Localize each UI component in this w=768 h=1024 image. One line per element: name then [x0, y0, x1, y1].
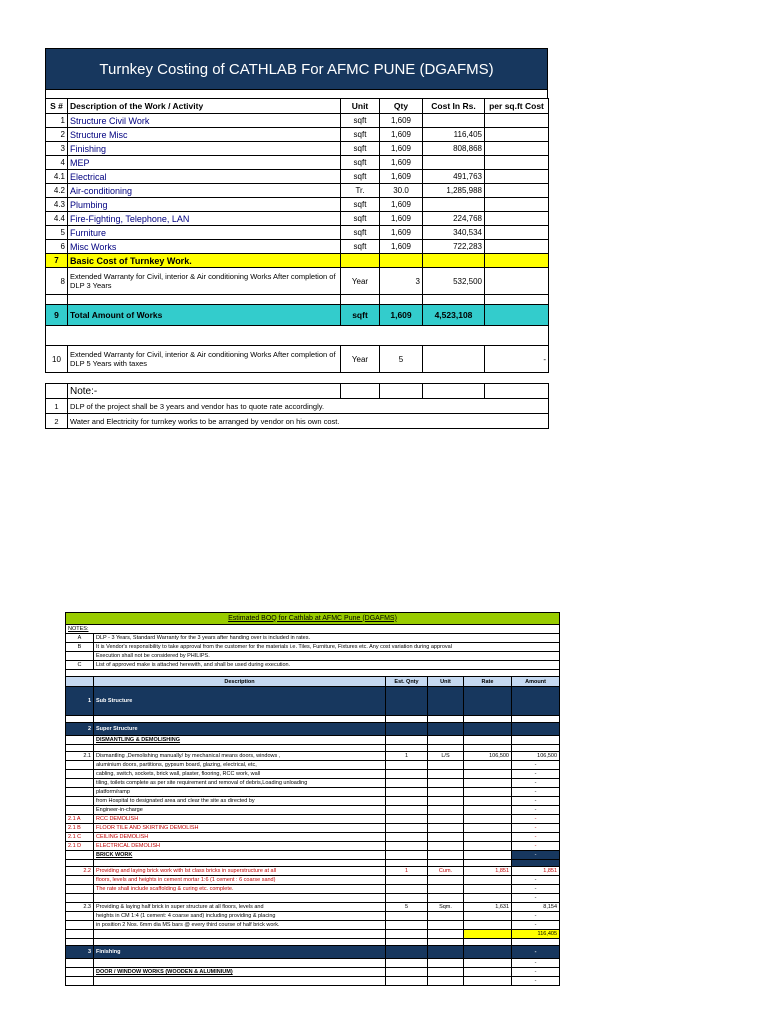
note-row: [46, 414, 549, 429]
row-unit: sqft: [341, 226, 380, 240]
row-description: Extended Warranty for Civil, interior & Air conditioning Works After completion of DLP 5 Years with taxes: [68, 346, 341, 373]
item-number: 2.1: [66, 752, 94, 761]
item-description-line: tiling, toilets complete as per site requirement and removal of debris,Loading unloading: [94, 779, 386, 788]
row-description: Finishing: [68, 142, 341, 156]
row-sn: 1: [46, 114, 68, 128]
row-sn: 4.1: [46, 170, 68, 184]
boq-item-line: [66, 752, 560, 761]
item-amount: 8,154: [512, 903, 560, 912]
row-unit: sqft: [341, 212, 380, 226]
item-description-line: from Hospital to designated area and clear the site as directed by: [94, 797, 386, 806]
item-description-line: Dismantling ,Demolishing manually/ by mechanical means doors, windows ,: [94, 752, 386, 761]
boq-subitem-row: [66, 842, 560, 851]
col-header-qty: Est. Qnty: [386, 677, 428, 687]
row-description: Basic Cost of Turnkey Work.: [68, 254, 341, 268]
row-qty: 1,609: [380, 142, 423, 156]
amount-dash: -: [512, 779, 560, 788]
row-unit: sqft: [341, 156, 380, 170]
row-sn: 7: [46, 254, 68, 268]
boq-item-line: [66, 876, 560, 885]
brickwork-heading: BRICK WORK: [94, 851, 386, 860]
item-description-line: cabling, switch, sockets, brick wall, plaster, flooring, RCC work, wall: [94, 770, 386, 779]
amount-dash: -: [512, 797, 560, 806]
boq-item-line: [66, 797, 560, 806]
col-header-qty: Qty: [380, 99, 423, 114]
item-description-line: Providing and laying brick work with Ist class bricks in superstructure at all: [94, 867, 386, 876]
row-unit: sqft: [341, 170, 380, 184]
amount-dash: -: [512, 788, 560, 797]
item-unit: Sqm.: [428, 903, 464, 912]
item-unit: Cum.: [428, 867, 464, 876]
row-unit: sqft: [341, 305, 380, 326]
note-text: Execution shall not be considered by PHILIPS.: [94, 652, 560, 661]
boq-subitem-row: [66, 833, 560, 842]
row-cost: 491,763: [423, 170, 485, 184]
note-text: List of approved make is attached herewith, and shall be used during execution.: [94, 661, 560, 670]
section-sub-structure: [66, 687, 560, 716]
empty-cell: [485, 268, 549, 295]
amount-dash: -: [512, 876, 560, 885]
boq-item-line: [66, 885, 560, 894]
row-cost: 532,500: [423, 268, 485, 295]
row-qty: 1,609: [380, 170, 423, 184]
costing-summary-sheet: [45, 48, 548, 429]
notes-heading-row: [46, 384, 549, 399]
row-qty: 1,609: [380, 305, 423, 326]
empty-cell: [380, 254, 423, 268]
col-header-cost: Cost In Rs.: [423, 99, 485, 114]
table-row: [46, 184, 549, 198]
row-sn: 4.4: [46, 212, 68, 226]
item-number: 2.3: [66, 903, 94, 912]
blank-row: [66, 939, 560, 946]
row-unit: sqft: [341, 142, 380, 156]
note-text: DLP of the project shall be 3 years and vendor has to quote rate accordingly.: [68, 399, 549, 414]
empty-cell: [341, 254, 380, 268]
notes-table: [45, 383, 549, 429]
warranty-5yr-row: [46, 346, 549, 373]
boq-item-line: [66, 903, 560, 912]
warranty-3yr-row: [46, 268, 549, 295]
blank-row: [46, 295, 549, 305]
table-row: [46, 212, 549, 226]
col-header-sn: S #: [46, 99, 68, 114]
subitem-text: ELECTRICAL DEMOLISH: [94, 842, 386, 851]
row-cost: [423, 156, 485, 170]
amount-dash: -: [512, 977, 560, 986]
boq-item-line: [66, 912, 560, 921]
subtotal-amount: 116,405: [512, 930, 560, 939]
row-description: Misc Works: [68, 240, 341, 254]
row-description: Furniture: [68, 226, 341, 240]
blank-row: [66, 745, 560, 752]
amount-dash: -: [512, 968, 560, 977]
section-label: Super Structure: [94, 723, 386, 736]
dismantling-heading-row: [66, 736, 560, 745]
amount-dash: -: [512, 806, 560, 815]
note-number: 1: [46, 399, 68, 414]
col-header-per-sqft: per sq.ft Cost: [485, 99, 549, 114]
item-description-line: platform/ramp: [94, 788, 386, 797]
row-sn: 4: [46, 156, 68, 170]
table-row: [46, 128, 549, 142]
table-row: [46, 198, 549, 212]
section-super-structure: [66, 723, 560, 736]
table-row: [46, 170, 549, 184]
item-description-line: Providing & laying half brick in super structure at all floors, levels and: [94, 903, 386, 912]
row-description: Total Amount of Works: [68, 305, 341, 326]
empty-cell: [485, 142, 549, 156]
row-cost: 116,405: [423, 128, 485, 142]
item-description-line: Engineer-in-charge: [94, 806, 386, 815]
item-description-line: aluminium doors, partitions, gypsum board, glazing, electrical, etc,: [94, 761, 386, 770]
blank-row: [66, 959, 560, 968]
notes-label: NOTES:: [66, 625, 560, 634]
row-cost: 722,283: [423, 240, 485, 254]
row-sn: 8: [46, 268, 68, 295]
row-sn: 3: [46, 142, 68, 156]
door-window-heading-row: [66, 968, 560, 977]
blank-row: [66, 977, 560, 986]
row-qty: 1,609: [380, 240, 423, 254]
col-header-rate: Rate: [464, 677, 512, 687]
empty-cell: [485, 156, 549, 170]
boq-item-line: [66, 761, 560, 770]
empty-cell: [485, 198, 549, 212]
amount-dash: -: [512, 761, 560, 770]
boq-sheet: [65, 612, 559, 986]
item-description-line: The rate shall include scaffolding & curing etc. complete.: [94, 885, 386, 894]
row-cost: [423, 346, 485, 373]
total-row: [46, 305, 549, 326]
item-rate: 1,851: [464, 867, 512, 876]
row-sn: 4.3: [46, 198, 68, 212]
amount-dash: -: [512, 912, 560, 921]
note-key: A: [66, 634, 94, 643]
empty-cell: [485, 128, 549, 142]
note-text: Water and Electricity for turnkey works to be arranged by vendor on his own cost.: [68, 414, 549, 429]
item-unit: L/S: [428, 752, 464, 761]
subitem-text: FLOOR TILE AND SKIRTING DEMOLISH: [94, 824, 386, 833]
row-sn: 4.2: [46, 184, 68, 198]
row-description: Electrical: [68, 170, 341, 184]
row-description: Air-conditioning: [68, 184, 341, 198]
row-qty: 5: [380, 346, 423, 373]
costing-table: [45, 98, 549, 373]
note-key: C: [66, 661, 94, 670]
row-cost: [423, 114, 485, 128]
item-description-line: floors, levels and heights in cement mortar 1:6 (1 cement : 6 coarse sand): [94, 876, 386, 885]
blank-row: [66, 716, 560, 723]
amount-dash: -: [512, 959, 560, 968]
row-per-sqft: -: [485, 346, 549, 373]
item-amount: 1,851: [512, 867, 560, 876]
row-description: Extended Warranty for Civil, interior & Air conditioning Works After completion of DLP 3 Years: [68, 268, 341, 295]
note-text: It is Vendor's responsibility to take approval from the customer for the materials i.e. Tiles, Furniture, Fixtures etc. Any cost variation during approval: [94, 643, 560, 652]
subitem-text: CEILING DEMOLISH: [94, 833, 386, 842]
subitem-amount: -: [512, 842, 560, 851]
empty-cell: [485, 212, 549, 226]
subitem-amount: -: [512, 833, 560, 842]
note-key: [66, 652, 94, 661]
row-sn: 10: [46, 346, 68, 373]
table-row: [46, 240, 549, 254]
empty-cell: [485, 240, 549, 254]
notes-heading: Note:-: [68, 384, 341, 399]
item-description-line: in position 2 Nos. 6mm dia MS bars @ every third course of half brick work.: [94, 921, 386, 930]
door-window-heading: DOOR / WINDOW WORKS (WOODEN & ALUMINIUM): [94, 968, 386, 977]
boq-table: [65, 612, 560, 986]
row-unit: sqft: [341, 240, 380, 254]
boq-subitem-row: [66, 815, 560, 824]
row-qty: 1,609: [380, 226, 423, 240]
row-qty: 3: [380, 268, 423, 295]
item-rate: 1,631: [464, 903, 512, 912]
row-cost: 340,534: [423, 226, 485, 240]
empty-cell: [485, 114, 549, 128]
empty-cell: [485, 254, 549, 268]
subitem-text: RCC DEMOLISH: [94, 815, 386, 824]
row-description: MEP: [68, 156, 341, 170]
boq-title-row: [66, 613, 560, 625]
section-label: Finishing: [94, 946, 386, 959]
col-header-description: Description: [94, 677, 386, 687]
row-qty: 1,609: [380, 198, 423, 212]
row-description: Structure Civil Work: [68, 114, 341, 128]
row-description: Plumbing: [68, 198, 341, 212]
note-number: 2: [46, 414, 68, 429]
boq-note-row: [66, 634, 560, 643]
row-description: Structure Misc: [68, 128, 341, 142]
row-unit: Year: [341, 268, 380, 295]
amount-dash: -: [512, 921, 560, 930]
row-sn: 9: [46, 305, 68, 326]
amount-dash: -: [512, 851, 560, 860]
section-number: 3: [66, 946, 94, 959]
item-rate: 106,500: [464, 752, 512, 761]
basic-cost-row: [46, 254, 549, 268]
subtotal-row: [66, 930, 560, 939]
amount-dash: -: [512, 946, 560, 959]
spacer-row: [46, 326, 549, 346]
row-cost: 4,523,108: [423, 305, 485, 326]
amount-dash: -: [512, 885, 560, 894]
empty-cell: [423, 254, 485, 268]
item-description-line: heights in CM 1:4 (1 cement: 4 coarse sand) including providing & placing: [94, 912, 386, 921]
row-sn: 6: [46, 240, 68, 254]
boq-item-line: [66, 770, 560, 779]
note-key: B: [66, 643, 94, 652]
item-qty: 1: [386, 752, 428, 761]
row-description: Fire-Fighting, Telephone, LAN: [68, 212, 341, 226]
section-finishing: [66, 946, 560, 959]
item-qty: 1: [386, 867, 428, 876]
dismantling-heading: DISMANTLING & DEMOLISHING: [94, 736, 386, 745]
section-number: 2: [66, 723, 94, 736]
boq-subitem-row: [66, 824, 560, 833]
row-qty: 1,609: [380, 212, 423, 226]
row-qty: 30.0: [380, 184, 423, 198]
col-header-amount: Amount: [512, 677, 560, 687]
col-header-unit: Unit: [341, 99, 380, 114]
sheet-title: Turnkey Costing of CATHLAB For AFMC PUNE (DGAFMS): [45, 48, 548, 90]
subitem-number: 2.1 C: [66, 833, 94, 842]
row-qty: 1,609: [380, 114, 423, 128]
subitem-number: 2.1 D: [66, 842, 94, 851]
empty-cell: [46, 384, 68, 399]
row-unit: sqft: [341, 114, 380, 128]
blank-row: [66, 860, 560, 867]
amount-dash: -: [512, 770, 560, 779]
section-label: Sub Structure: [94, 687, 386, 716]
empty-cell: [485, 305, 549, 326]
boq-note-row: [66, 661, 560, 670]
boq-item-line: [66, 779, 560, 788]
boq-item-line: [66, 788, 560, 797]
subitem-number: 2.1 B: [66, 824, 94, 833]
col-header-description: Description of the Work / Activity: [68, 99, 341, 114]
subitem-amount: -: [512, 824, 560, 833]
item-number: 2.2: [66, 867, 94, 876]
boq-item-line: [66, 921, 560, 930]
boq-note-row: [66, 643, 560, 652]
boq-item-line: [66, 867, 560, 876]
boq-title: Estimated BOQ for Cathlab at AFMC Pune (DGAFMS): [66, 613, 560, 625]
row-cost: 808,868: [423, 142, 485, 156]
note-text: DLP - 3 Years, Standard Warranty for the 3 years after handing over is included in rates.: [94, 634, 560, 643]
blank-row: [66, 670, 560, 677]
row-sn: 2: [46, 128, 68, 142]
row-cost: 1,285,988: [423, 184, 485, 198]
note-row: [46, 399, 549, 414]
subitem-amount: -: [512, 815, 560, 824]
table-header-row: [46, 99, 549, 114]
row-unit: sqft: [341, 198, 380, 212]
row-sn: 5: [46, 226, 68, 240]
spacer-row: [45, 90, 548, 98]
table-row: [46, 226, 549, 240]
row-cost: 224,768: [423, 212, 485, 226]
blank-row: [66, 894, 560, 903]
boq-header-row: [66, 677, 560, 687]
item-qty: 5: [386, 903, 428, 912]
notes-label-row: [66, 625, 560, 634]
boq-item-line: [66, 806, 560, 815]
brickwork-heading-row: [66, 851, 560, 860]
table-row: [46, 114, 549, 128]
empty-cell: [485, 184, 549, 198]
table-row: [46, 142, 549, 156]
amount-dash: -: [512, 894, 560, 903]
row-unit: sqft: [341, 128, 380, 142]
col-header-unit: Unit: [428, 677, 464, 687]
empty-cell: [485, 226, 549, 240]
subitem-number: 2.1 A: [66, 815, 94, 824]
section-number: 1: [66, 687, 94, 716]
row-unit: Tr.: [341, 184, 380, 198]
row-cost: [423, 198, 485, 212]
item-amount: 106,500: [512, 752, 560, 761]
boq-note-row: [66, 652, 560, 661]
row-qty: 1,609: [380, 156, 423, 170]
row-unit: Year: [341, 346, 380, 373]
empty-cell: [485, 170, 549, 184]
row-qty: 1,609: [380, 128, 423, 142]
table-row: [46, 156, 549, 170]
